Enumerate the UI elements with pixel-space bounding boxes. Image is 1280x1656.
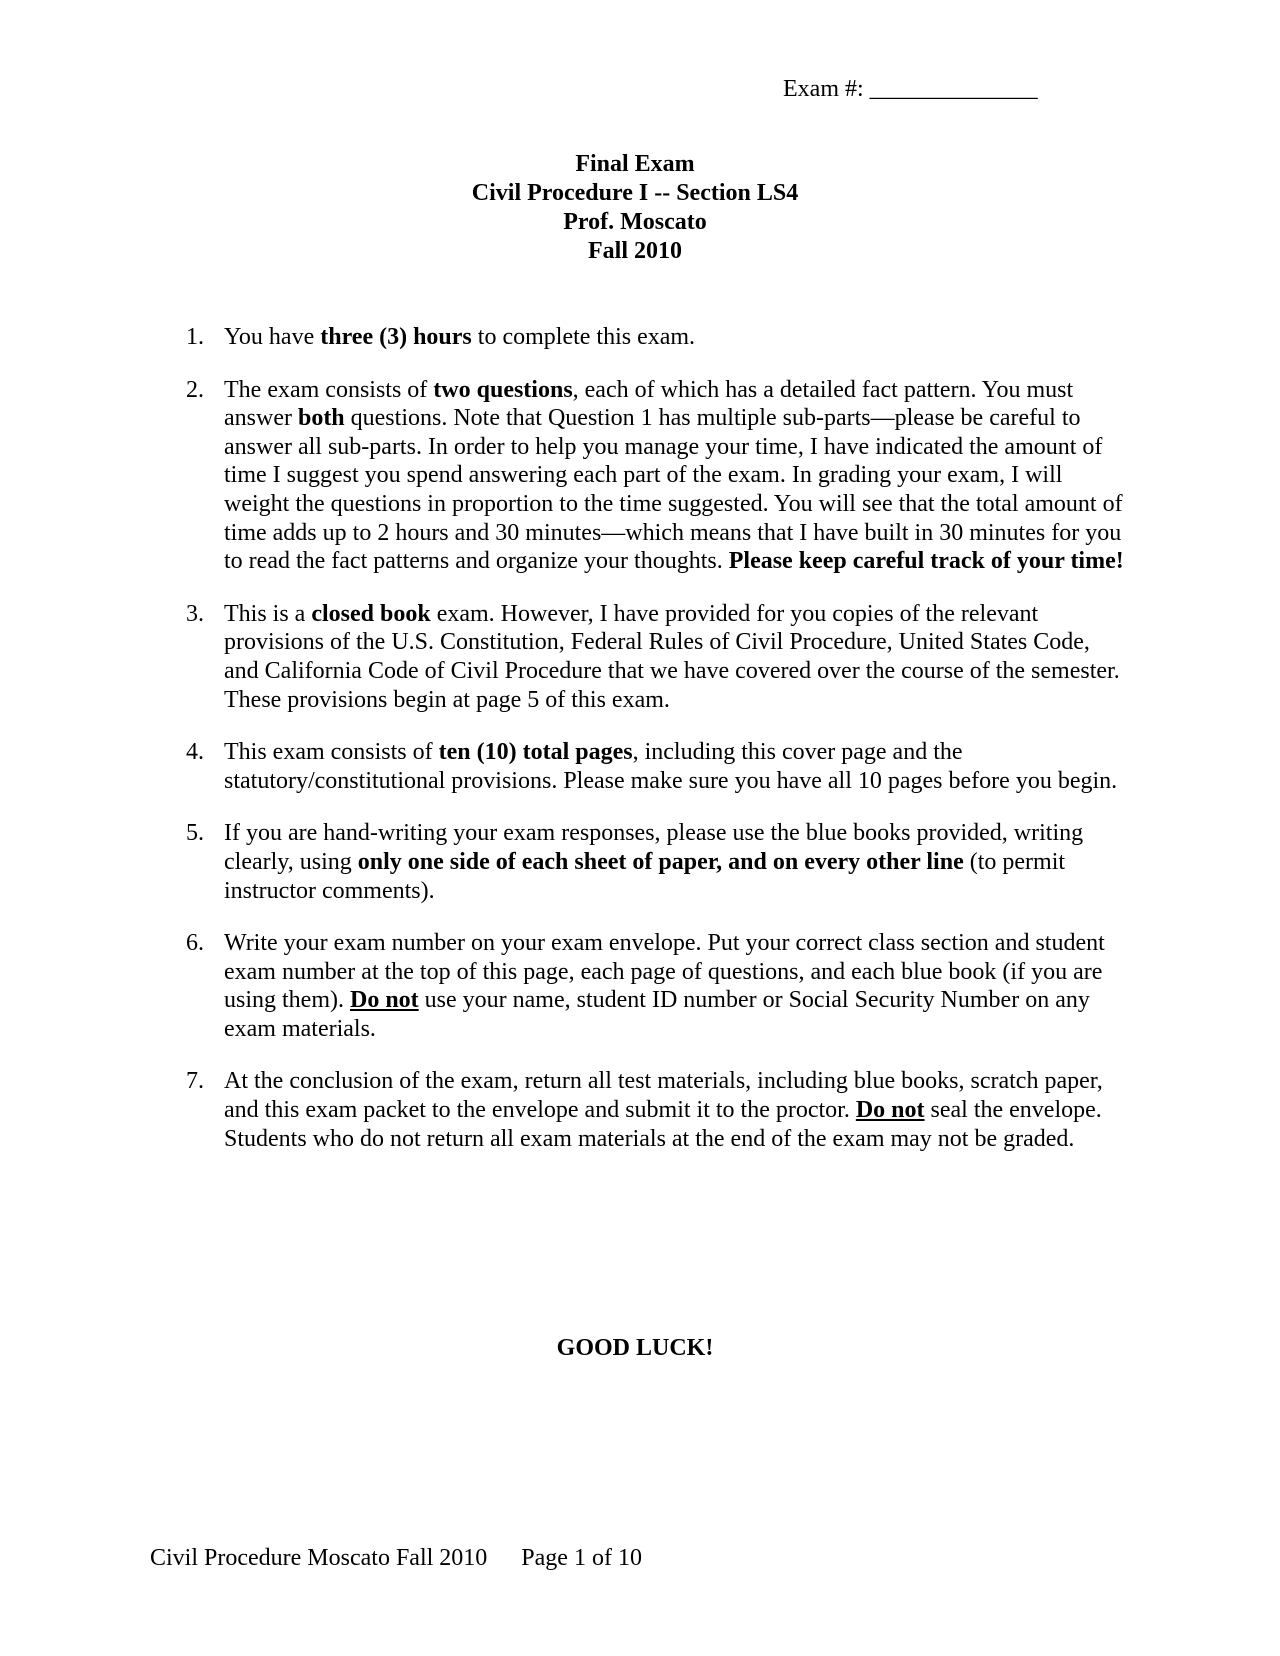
exam-title: Final Exam	[575, 151, 695, 177]
instruction-number: 3.	[186, 600, 204, 627]
instruction-text: You have	[224, 324, 321, 350]
instruction-emphasis: ten (10) total pages	[438, 739, 633, 766]
instruction-number: 6.	[186, 930, 204, 957]
instruction-emphasis: three (3) hours	[320, 324, 472, 350]
page-footer	[150, 1543, 642, 1573]
instruction-emphasis: Do not	[350, 987, 419, 1014]
exam-number-field: Exam #: ______________	[783, 76, 1038, 102]
instruction-text: (to permit instructor comments).	[224, 848, 1066, 904]
footer-course: Civil Procedure Moscato Fall 2010	[150, 1545, 488, 1571]
instruction-text: , including this cover page and the statutory/constitutional provisions. Please make sure you have all 10 pages before you begin.	[224, 739, 1118, 794]
instruction-number: 7.	[186, 1068, 204, 1095]
instruction-emphasis: both	[297, 405, 345, 432]
page-number: Page 1 of 10	[521, 1545, 642, 1571]
instruction-item	[180, 600, 1130, 714]
instruction-item	[180, 376, 1130, 576]
instruction-text: This is a	[224, 600, 312, 627]
instruction-item	[180, 819, 1130, 905]
instruction-text: If you are hand-writing your exam responses, please use the blue books provided, writing clearly, using	[224, 820, 1084, 875]
instruction-text: seal the envelope. Students who do not return all exam materials at the end of the exam may not be graded.	[224, 1097, 1102, 1152]
closing-message: GOOD LUCK!	[556, 1335, 714, 1361]
instruction-text: use your name, student ID number or Social Security Number on any exam materials.	[224, 987, 1090, 1042]
instruction-text: This exam consists of	[224, 739, 439, 766]
instruction-text: At the conclusion of the exam, return all test materials, including blue books, scratch paper, and this exam packet to the envelope and submit it to the proctor.	[224, 1068, 1103, 1124]
instruction-emphasis: Do not	[855, 1097, 925, 1124]
instruction-number: 4.	[186, 739, 204, 766]
instruction-number: 1.	[186, 324, 204, 350]
instruction-emphasis: closed book	[311, 600, 431, 627]
instruction-text: to complete this exam.	[471, 324, 696, 350]
instruction-emphasis: Please keep careful track of your time!	[728, 548, 1124, 575]
instruction-emphasis: two questions	[433, 376, 573, 403]
course-section: Civil Procedure I -- Section LS4	[471, 180, 799, 206]
professor-name: Prof. Moscato	[563, 209, 707, 235]
instruction-number: 5.	[186, 820, 204, 847]
instruction-item	[180, 323, 1130, 352]
instruction-text: , each of which has a detailed fact pattern. You must answer	[224, 376, 1074, 432]
instruction-emphasis: only one side of each sheet of paper, and on every other line	[357, 848, 964, 875]
instruction-item	[180, 929, 1130, 1043]
instruction-text: questions. Note that Question 1 has multiple sub-parts—please be careful to answer all sub-parts. In order to help you manage your time, I have indicated the amount of time I suggest you spend answering each part of the exam. In grading your exam, I will weight the questions in proportion to the time suggested. You will see that the total amount of time adds up to 2 hours and 30 minutes—which means that I have built in 30 minutes for you to read the fact patterns and organize your thoughts.	[224, 405, 1123, 575]
term: Fall 2010	[588, 238, 682, 264]
instruction-text: exam. However, I have provided for you copies of the relevant provisions of the U.S. Constitution, Federal Rules of Civil Procedure, United States Code, and California Code of Civil Procedure that we have covered over the course of the semester. These provisions begin at page 5 of this exam.	[224, 600, 1120, 713]
instruction-text: Write your exam number on your exam envelope. Put your correct class section and student exam number at the top of this page, each page of questions, and each blue book (if you are using them).	[224, 930, 1105, 1014]
instructions-list	[180, 323, 1130, 1177]
exam-title-block	[0, 150, 1270, 266]
instruction-number: 2.	[186, 376, 204, 403]
instruction-item	[180, 738, 1130, 795]
instruction-item	[180, 1067, 1130, 1153]
instruction-text: The exam consists of	[224, 376, 434, 403]
